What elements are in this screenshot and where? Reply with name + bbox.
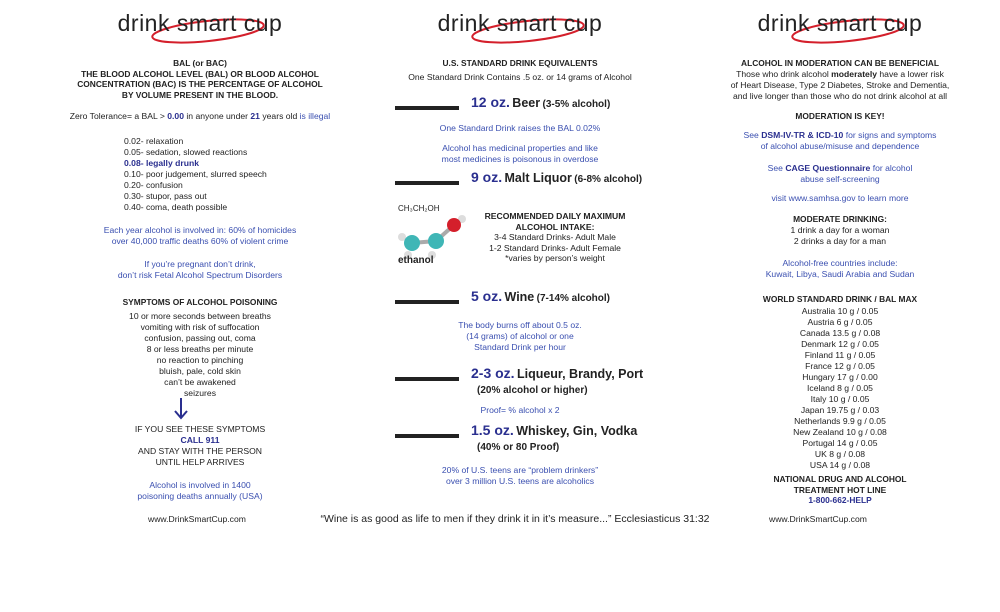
list-item: Canada 13.5 g / 0.08 [799, 328, 881, 338]
zero-tolerance: Zero Tolerance= a BAL > 0.00 in anyone under 21 years old is illegal [69, 111, 331, 121]
list-item: Finland 11 g / 0.05 [804, 350, 876, 360]
list-item: Japan 19.75 g / 0.03 [800, 405, 880, 415]
list-item: 8 or less breaths per minute [146, 344, 254, 354]
list-item: no reaction to pinching [156, 355, 244, 365]
ethanol-molecule-icon [392, 213, 472, 261]
molecule-label: ethanol [398, 255, 434, 266]
list-item: New Zealand 10 g / 0.08 [793, 427, 887, 437]
logo: drink smart cup [370, 18, 670, 58]
logo-text-smart: smart [176, 10, 237, 36]
quote: “Wine is as good as life to men if they drink it in it’s measure...” Ecclesiasticus 31:32 [320, 513, 710, 525]
list-item: confusion, passing out, coma [144, 333, 256, 343]
website-url[interactable]: www.DrinkSmartCup.com [769, 514, 867, 524]
middle-column: drink smart cup U.S. STANDARD DRINK EQUIVALENTS One Standard Drink Contains .5 oz. or 14 grams of Alcohol 12 oz. Beer (3-5% alcohol) One Standard Drink raises the BAL 0.02% Alcohol has medicinal properties and like most medicines is poisonous in overdose 9 oz. Malt Liquor (6-8% alcohol) CH₃CH₂OH ethanol RECOMMENDED DAILY MAXIMUM ALCOHOL INTAKE: 3-4 Standard Drinks- Adult Male 1-2 Standard Drinks- Adult Female *varies by person’s weight 5 oz. Wine (7-14% alcohol) The body burns off about 0.5 oz. (14 grams) of alcohol or one Standard Drink per hour 2-3 oz. Liqueur, Brandy, Port (20% alcohol or higher) Proof= % alcohol x 2 1.5 oz. Whiskey, Gin, Vodka (40% or 80 Proof) 20% of U.S. teens are “problem drinkers” over 3 million U.S. teens are alcoholics [370, 0, 670, 58]
list-item: Denmark 12 g / 0.05 [801, 339, 879, 349]
medicinal-note: Alcohol has medicinal properties and like most medicines is poisonous in overdose [441, 143, 599, 164]
bal-title-line: BAL (or BAC) [173, 58, 227, 68]
pregnant-note: If you’re pregnant don’t drink, don’t risk Fetal Alcohol Spectrum Disorders [117, 259, 283, 280]
cage-note: See CAGE Questionnaire for alcohol abuse self-screening [767, 163, 913, 184]
bal-title-line: THE BLOOD ALCOHOL LEVEL (BAL) OR BLOOD ALCOHOL [81, 68, 319, 79]
ethanol-molecule [392, 203, 472, 273]
arrow-down-icon [174, 398, 188, 420]
list-item: France 12 g / 0.05 [805, 361, 875, 371]
hotline: NATIONAL DRUG AND ALCOHOL TREATMENT HOT LINE 1-800-662-HELP [700, 474, 980, 506]
divider-bar [395, 377, 459, 381]
moderate-drinking-list: 1 drink a day for a woman 2 drinks a day for a man [790, 225, 890, 246]
website-url[interactable]: www.DrinkSmartCup.com [148, 514, 246, 524]
bal-raise-note: One Standard Drink raises the BAL 0.02% [439, 123, 601, 133]
samhsa-link[interactable]: visit www.samhsa.gov to learn more [771, 193, 909, 203]
poison-stat: Alcohol is involved in 1400 poisoning deaths annually (USA) [137, 480, 263, 501]
list-item: UK 8 g / 0.08 [814, 449, 866, 459]
hotline-number[interactable]: 1-800-662-HELP [808, 495, 872, 505]
logo [20, 10, 380, 58]
divider-bar [395, 434, 459, 438]
list-item: bluish, pale, cold skin [159, 366, 241, 376]
list-item: vomiting with risk of suffocation [140, 322, 260, 332]
list-item: Hungary 17 g / 0.00 [802, 372, 878, 382]
logo-text-drink: drink [117, 10, 177, 36]
standard-drink-subtitle: One Standard Drink Contains .5 oz. or 14 grams of Alcohol [408, 72, 632, 82]
symptoms-heading: SYMPTOMS OF ALCOHOL POISONING [122, 297, 278, 307]
list-item: 0.10- poor judgement, slurred speech [124, 169, 267, 179]
proof-note: Proof= % alcohol x 2 [480, 405, 560, 415]
moderation-body: Those who drink alcohol moderately have a lower risk of Heart Disease, Type 2 Diabetes, Stroke and Dementia, and live longer than those who do not drink alcohol at all [730, 69, 950, 101]
divider-bar [395, 181, 459, 185]
standard-drink-heading: U.S. STANDARD DRINK EQUIVALENTS [442, 58, 598, 68]
teens-note: 20% of U.S. teens are “problem drinkers” over 3 million U.S. teens are alcoholics [441, 465, 599, 486]
list-item: 0.40- coma, death possible [124, 202, 228, 212]
divider-bar [395, 106, 459, 110]
left-column [20, 0, 380, 524]
list-item: 0.08- legally drunk [124, 158, 199, 168]
list-item: seizures [184, 388, 216, 398]
logo: drink smart cup [700, 18, 980, 58]
bal-title-line: BY VOLUME PRESENT IN THE BLOOD. [121, 89, 279, 100]
list-item: 10 or more seconds between breaths [129, 311, 271, 321]
list-item: Netherlands 9.9 g / 0.05 [794, 416, 886, 426]
dsm-note: See DSM-IV-TR & ICD-10 for signs and symptoms of alcohol abuse/misuse and dependence [743, 130, 937, 151]
list-item: Austria 6 g / 0.05 [807, 317, 873, 327]
if-see-symptoms: IF YOU SEE THESE SYMPTOMS CALL 911 AND STAY WITH THE PERSON UNTIL HELP ARRIVES [20, 424, 380, 468]
world-standard-list [700, 306, 980, 471]
burn-off-note: The body burns off about 0.5 oz. (14 grams) of alcohol or one Standard Drink per hour [458, 320, 582, 352]
list-item: Italy 10 g / 0.05 [810, 394, 870, 404]
molecule-formula: CH₃CH₂OH [398, 204, 440, 213]
moderation-key: MODERATION IS KEY! [795, 111, 885, 121]
symptoms-list [20, 311, 380, 399]
list-item: can’t be awakened [164, 377, 236, 387]
list-item: Portugal 14 g / 0.05 [802, 438, 878, 448]
bal-title-line: CONCENTRATION (BAC) IS THE PERCENTAGE OF ALCOHOL [77, 79, 323, 89]
moderate-drinking-heading: MODERATE DRINKING: [793, 214, 887, 224]
each-year-stat: Each year alcohol is involved in: 60% of homicides over 40,000 traffic deaths 60% of violent crime [103, 225, 297, 246]
list-item: 0.02- relaxation [124, 136, 184, 146]
world-standard-heading: WORLD STANDARD DRINK / BAL MAX [762, 294, 918, 304]
divider-bar [395, 300, 459, 304]
bal-title [20, 58, 380, 100]
list-item: 0.30- stupor, pass out [124, 191, 207, 201]
call-911: CALL 911 [180, 435, 220, 445]
list-item: USA 14 g / 0.08 [809, 460, 871, 470]
right-column [700, 0, 980, 524]
moderation-heading: ALCOHOL IN MODERATION CAN BE BENEFICIAL [741, 58, 939, 68]
recommended-intake: RECOMMENDED DAILY MAXIMUM ALCOHOL INTAKE: 3-4 Standard Drinks- Adult Male 1-2 Standard Drinks- Adult Female *varies by person’s weight [484, 211, 626, 263]
list-item: Australia 10 g / 0.05 [801, 306, 879, 316]
list-item: Iceland 8 g / 0.05 [807, 383, 873, 393]
list-item: 0.20- confusion [124, 180, 183, 190]
list-item: 0.05- sedation, slowed reactions [124, 147, 248, 157]
alcohol-free-countries: Alcohol-free countries include: Kuwait, Libya, Saudi Arabia and Sudan [765, 258, 915, 279]
logo-text-cup: cup [236, 10, 283, 36]
bal-levels-list [124, 136, 267, 213]
